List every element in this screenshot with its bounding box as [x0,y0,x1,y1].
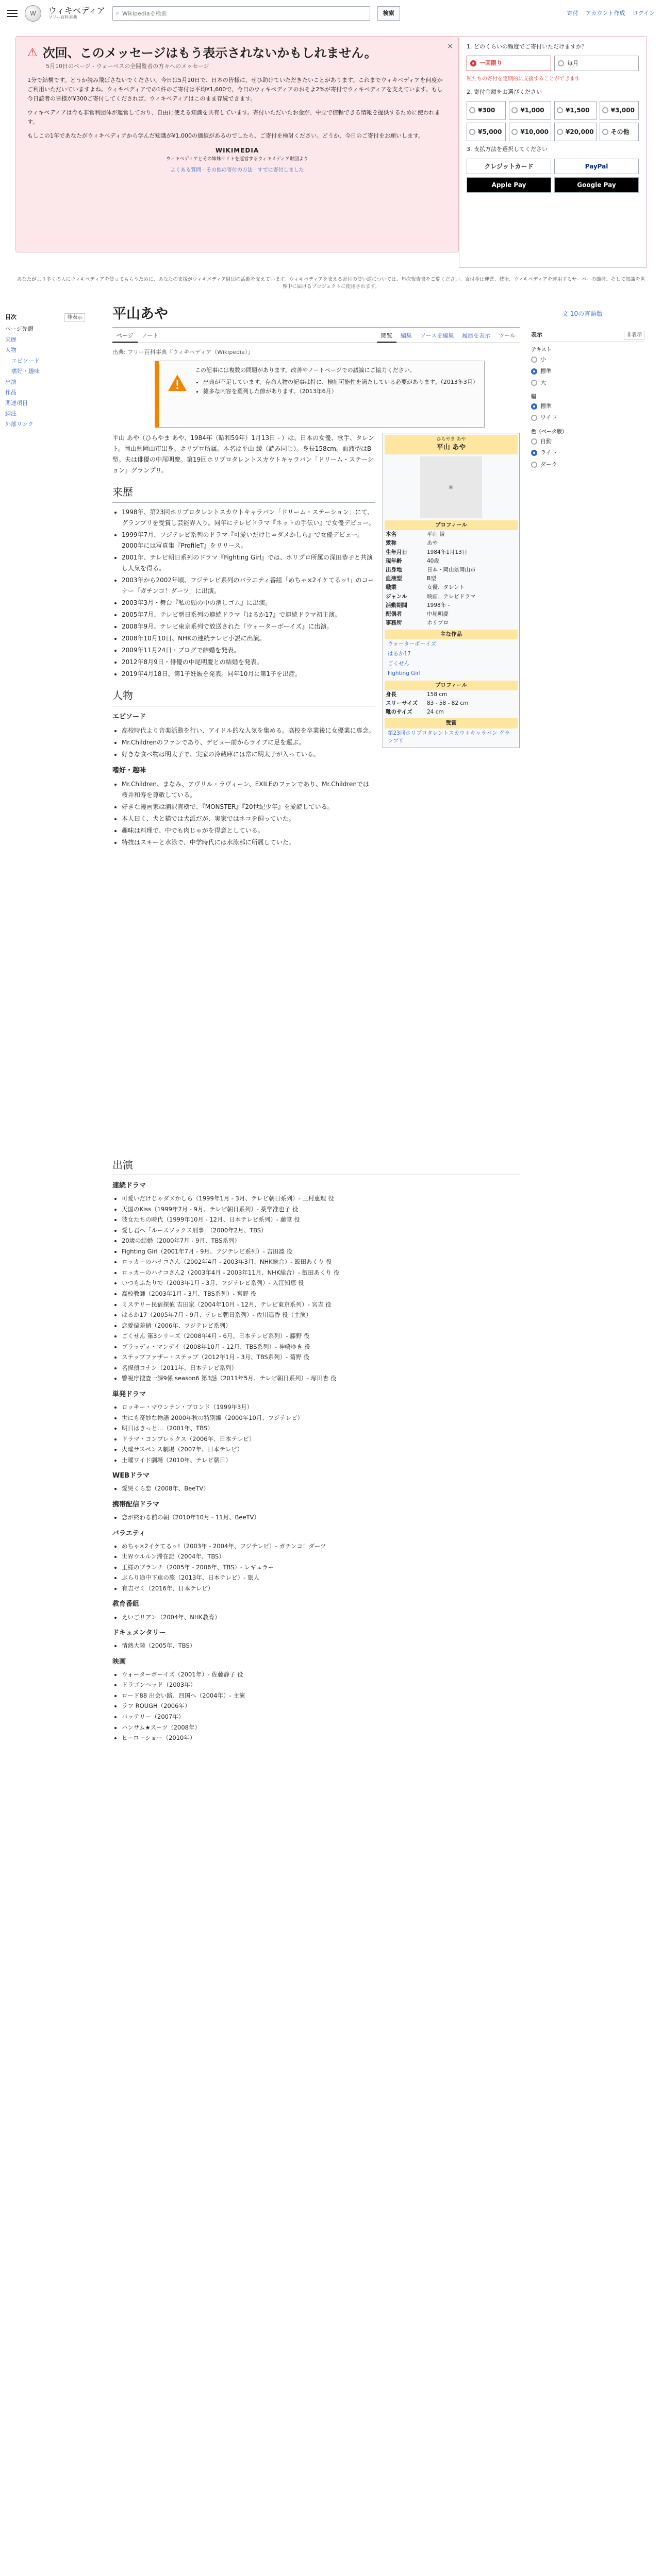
language-selector[interactable] [562,309,603,318]
toc-list [0,324,90,430]
list-item: • いつもふたりで（2003年1月 - 3月、フジテレビ系列）- 入江知恵 役 [122,1278,520,1289]
list-item: • 特技はスキーと水泳で、中学時代には水泳部に所属していた。 [122,837,375,848]
radio-icon [531,368,537,375]
infobox-row [385,690,518,699]
option-label: 小 [540,356,546,363]
radio-icon [531,380,537,386]
radio-icon [602,107,608,113]
infobox-row [385,566,518,574]
infobox-section: プロフィール [385,520,518,530]
toc-item[interactable]: ページ先頭 [5,326,34,332]
list-item: • えいごリアン（2004年、NHK教育） [122,1613,520,1623]
lead-paragraph: 平山 あや（ひらやま あや、1984年（昭和59年）1月13日 - ）は、日本の女優、歌手、タレント。岡山県岡山市出身。ホリプロ所属。本名は平山 綾（読み同じ）。身長158cm。血液型はB型。夫は俳優の中尾明慶。第19回ホリプロタレントスカウトキャラバン「ドリーム・ステーション」グランプリ。 [112,434,374,474]
frequency-once[interactable] [467,56,551,72]
list-item: • 有吉ゼミ（2016年、日本テレビ） [122,1584,520,1594]
list-item: • 20歳の結婚（2000年7月 - 9月、TBS系列） [122,1236,520,1246]
photo-icon: ▣ [449,484,454,490]
site-tagline: フリー百科事典 [48,15,77,20]
payment-question: 3. 支払方法を選択してください [467,145,548,152]
notice-list [203,378,477,396]
edu-list [122,1613,520,1623]
color-label: 色（ベータ版） [531,429,567,435]
infobox-work-link[interactable]: ウォーターボーイズ [388,640,436,647]
radio-icon [469,129,475,135]
section-heading-person: 人物 [112,687,375,706]
frequency-options [467,56,639,72]
career-list [122,507,375,680]
section-heading-career: 来歴 [112,483,375,503]
toc-item[interactable]: エピソード [11,357,40,364]
amount-option[interactable] [554,123,597,141]
list-item: • ロッキー・マウンテン・ブロンド（1999年3月） [122,1402,520,1413]
apple-pay-button[interactable]: Apple Pay [467,177,551,193]
section-heading-variety: バラエティ [112,1529,145,1537]
infobox-value: 1998年 - [427,602,450,608]
infobox-key: 愛称 [386,540,396,547]
amount-option[interactable] [509,101,551,120]
infobox-row [385,619,518,628]
banner-title [27,46,447,61]
list-item: • 世界ウルルン滞在記（2004年、TBS） [122,1552,520,1562]
amount-option[interactable] [600,123,639,141]
section-heading-mobile: 携帯配信ドラマ [112,1500,160,1509]
list-item: • Mr.Children、まなみ、アヴリル・ラヴィーン、EXILEのファンであり、Mr.Childrenでは桜井和寿を尊敬している。 [122,779,375,801]
radio-icon [531,438,537,445]
language-icon: 文 [562,310,569,317]
radio-icon [470,60,476,66]
warning-triangle-icon [167,374,188,392]
notice-item: • 出典が不足しています。存命人物の記事は特に、検証可能性を満たしている必要があります。（2013年3月） [203,378,477,387]
section-heading-episode: エピソード [112,713,146,721]
toc-header [0,309,90,324]
search-button[interactable]: 検索 [377,6,400,21]
amount-question: 2. 寄付金額をお選びください [467,89,542,95]
single-drama-list [122,1402,520,1465]
list-item: • ヒーローショー（2010年） [122,1733,520,1743]
list-item: • ぶらり途中下車の旅（2013年、日本テレビ）- 旅人 [122,1573,520,1583]
tab-history[interactable]: 履歴を表示 [462,332,491,339]
infobox-work-link[interactable]: ごくせん [388,660,409,667]
amount-label: ¥20,000 [566,128,594,135]
toc-hide-button[interactable]: 非表示 [64,313,85,322]
main-menu-icon[interactable] [7,10,18,17]
list-item: • 2005年7月、テレビ朝日系列の連続ドラマ『はるか17』で連続ドラマ初主演。 [122,609,375,620]
amount-option[interactable] [467,123,506,141]
search-icon: ⌕ [115,9,119,16]
infobox-value: 158 cm [427,691,448,698]
infobox-work-link[interactable]: はるか17 [388,650,411,657]
web-drama-list [122,1484,520,1494]
amount-option[interactable] [600,101,639,120]
radio-icon [531,415,537,421]
infobox [383,433,520,748]
option-label: ライト [540,449,557,456]
infobox-key: 活動期間 [386,602,407,608]
list-item: • 名探偵コナン（2011年、日本テレビ系列） [122,1363,520,1374]
infobox-row [385,557,518,566]
toc-heading: 目次 [5,314,16,320]
infobox-row [385,592,518,601]
infobox-value: 平山 綾 [427,531,445,538]
radio-icon [557,107,563,113]
list-item: • 2003年から2002年頃、フジテレビ系列のバラエティ番組「めちゃ×2イケてるッ!」のコーナー「ガチンコ！ダーツ」に出演。 [122,575,375,597]
section-heading-drama: 連続ドラマ [112,1182,146,1190]
list-item: • 警視庁捜査一課9係 season6 第3話（2011年5月、テレビ朝日系列）- 塚田杏 役 [122,1374,520,1384]
article-source: 出典: フリー百科事典『ウィキペディア（Wikipedia）』 [112,349,254,355]
frequency-label: 一回限り [479,59,502,66]
list-item: • めちゃ×2イケてるッ!（2003年 - 2004年、フジテレビ）- ガチンコ！ダーツ [122,1541,520,1552]
color-dark[interactable] [531,459,644,471]
list-item: • 高校時代より音楽活動を行い、アイドル的な人気を集める。高校を卒業後に女優業に専念。 [122,725,375,736]
amount-option[interactable] [467,101,506,120]
infobox-value: ホリプロ [427,620,449,626]
list-item: • 世にも奇妙な物語 2000年秋の特別編（2000年10月、フジテレビ） [122,1413,520,1423]
radio-icon [531,357,537,363]
infobox-value: あや [427,540,438,547]
infobox-key: 身長 [386,691,396,698]
infobox-name: 平山 あや [436,444,466,452]
banner-footer-links[interactable]: よくある質問 · その他の寄付の方法 · すでに寄付しました [170,167,304,173]
tab-edit-source[interactable]: ソースを編集 [420,332,454,339]
amount-label: ¥5,000 [478,128,502,135]
donate-link[interactable]: 寄付 [567,9,578,16]
list-item: • 天国のKiss（1999年7月 - 9月、テレビ朝日系列）- 薬学准也子 役 [122,1205,520,1215]
doc-list [122,1641,520,1651]
list-item: • ロッカーのハナコさん2（2003年4月 - 2003年11月、NHK総合）- 飯田あくり 役 [122,1268,520,1278]
amount-label: ¥3,000 [610,106,635,114]
section-heading-edu: 教育番組 [112,1600,140,1608]
list-item: • 1998年、第23回ホリプロタレントスカウトキャラバン「ドリーム・ステーション」にて、グランプリを受賞し芸能界入り。同年にテレビドラマ『ネットの手伝い』で女優デビュー。 [122,507,375,529]
list-item: • ステップファザー・ステップ（2012年1月 - 3月、TBS系列）- 菊野 役 [122,1352,520,1363]
login-link[interactable]: ログイン [632,9,655,16]
infobox-row [385,708,518,717]
amount-label: ¥1,500 [566,106,590,114]
list-item: • 2003年3月・舞台『私の頭の中の消しゴム』に出演。 [122,598,375,608]
infobox-row [385,530,518,539]
radio-icon [602,129,608,135]
credit-card-button[interactable]: クレジットカード [467,159,551,174]
color-auto[interactable] [531,436,644,448]
banner-paragraph: ウィキペディアは今も非営利団体が運営しており、自由に使える知識を共有しています。寄付いただいたお金が、中立で信頼できる情報を提供するために使われます。 [27,109,440,125]
infobox-key: 本名 [386,531,396,538]
list-item: • 高校教師（2003年1月 - 3月、TBS系列）- 宮野 役 [122,1289,520,1299]
infobox-key: 靴のサイズ [386,709,412,716]
infobox-value: 女優、タレント [427,584,465,591]
appearance-panel [531,330,644,470]
radio-icon [531,403,537,410]
list-item: • 2009年11月24日・ブログで結婚を発表。 [122,645,375,656]
banner-paragraph: 1分で結構です。どうか読み飛ばさないでください。今日は5月10日で、日本の皆様に、ぜひ助けていただきたいことがあります。これまでウィキペディアを何度かご利用いただいていますよね。ウィキペディアでの1件のご寄付は平均¥1,600で、今日のウィキペディアのおそよ2%が寄付でウィキペディアを支えています。もし今日読者の皆様が¥300ご寄付してくだされば、ウィキペディアはこのまま存続できます。 [27,77,443,102]
infobox-value: 日本・岡山県岡山市 [427,566,476,573]
tab-edit[interactable]: 編集 [400,332,412,339]
radio-icon [557,129,563,135]
payment-options [467,159,639,193]
list-item: • 本人曰く、犬と猫では犬派だが、実家ではネコを飼っていた。 [122,814,375,824]
notice-lead: この記事には複数の問題があります。改善やノートページでの議論にご協力ください。 [195,367,416,374]
option-label: 自動 [540,437,552,445]
infobox-key: 血液型 [386,575,402,582]
page-title: 平山あや [112,304,520,328]
list-item: • 彼女たちの時代（1999年10月 - 12月、日本テレビ系列）- 藤堂 役 [122,1215,520,1225]
list-item: • 恋が終わる前の朝（2010年10月 - 11月、BeeTV） [122,1513,520,1523]
option-label: ダーク [540,461,557,468]
amount-label: その他 [610,128,630,135]
list-item: • 情熱大陸（2005年、TBS） [122,1641,520,1651]
infobox-row [385,583,518,592]
list-item: • 可愛いだけじゃダメかしら（1999年1月 - 3月、テレビ朝日系列）- 三村恵理 役 [122,1194,520,1204]
infobox-section: プロフィール [385,681,518,690]
infobox-row [385,601,518,610]
list-item: • ミステリー民宿探偵 吉田家（2004年10月 - 12月、テレビ東京系列）- 宮吉 役 [122,1300,520,1310]
text-size-label: テキスト [531,347,552,353]
list-item: • ハンサム★スーツ（2008年） [122,1723,520,1733]
option-label: ワイド [540,414,557,421]
color-light[interactable] [531,447,644,459]
toc-item[interactable]: 嗜好・趣味 [11,368,40,375]
infobox-row [385,574,518,583]
radio-icon [558,60,564,66]
option-label: 大 [540,379,546,386]
works-section [112,1149,520,1744]
list-item: • Mr.Childrenのファンであり、デビュー前からライブに足を運ぶ。 [122,737,375,748]
list-item: • ウォーターボーイズ（2001年）- 佐藤静子 役 [122,1670,520,1680]
section-heading-web: WEBドラマ [112,1472,150,1480]
list-item: • ドラマ・コンプレックス（2006年、日本テレビ） [122,1434,520,1445]
infobox-value: 映画、テレビドラマ [427,593,476,600]
tab-tools[interactable]: ツール [499,332,516,339]
issues-notice [155,361,485,428]
infobox-key: 出身地 [386,566,402,573]
infobox-section: 受賞 [385,718,518,728]
list-item: • バッテリー（2007年） [122,1712,520,1722]
list-item: • 愛哭くら恋（2008年、BeeTV） [122,1484,520,1494]
list-item: • 王様のブランチ（2005年 - 2006年、TBS）- レギュラー [122,1563,520,1573]
search-box [112,6,370,21]
list-item: • はるか17（2005年7月 - 9月、テレビ朝日系列）- 佐川遥香 役（主演） [122,1310,520,1320]
list-item: • ラフ ROUGH（2006年） [122,1701,520,1711]
radio-icon [511,129,518,135]
list-item: • 好きな食べ物は明太子で、実家の冷蔵庫には常に明太子が入っている。 [122,749,375,760]
frequency-monthly[interactable] [554,56,639,72]
list-item: • 2001年、テレビ朝日系列のドラマ『Fighting Girl』では、ホリプロ所属の深田恭子と共演し人気を得る。 [122,552,375,574]
variety-list [122,1541,520,1594]
paypal-button[interactable]: PayPal [554,159,639,174]
infobox-value: 83 - 58 - 82 cm [427,700,469,707]
episode-list [122,725,375,760]
list-item: • Fighting Girl（2001年7月 - 9月、フジテレビ系列）- 吉田凛 役 [122,1247,520,1257]
section-heading-works: 出演 [112,1156,520,1175]
amount-label: ¥300 [478,106,495,114]
list-item: • 好きな漫画家は浦沢直樹で、『MONSTER』『20世紀少年』を愛読している。 [122,802,375,812]
width-wide[interactable] [531,412,644,424]
toc-item[interactable]: 脚注 [5,410,16,417]
notice-item: • 雑多な内容を羅列した節があります。（2013年6月） [203,387,477,396]
hobby-list [122,779,375,848]
toc-item[interactable]: 人物 [5,347,16,353]
option-label: 標準 [540,367,552,375]
toc-item[interactable]: 来歴 [5,336,16,343]
infobox-key: 事務所 [386,620,402,626]
banner-paragraph: もしこの1年であなたがウィキペディアから学んだ知識が¥1,000の価値があるのでしたら、ご寄付を検討ください。どうか、今日のご寄付をお願いします。 [27,132,424,140]
toc-item[interactable]: 関連項目 [5,399,28,406]
list-item: • 2019年4月18日、第1子妊娠を発表。同年10月に第1子を出産。 [122,669,375,680]
infobox-key: 現年齢 [386,557,402,564]
list-item: • 明日はきっと…（2001年、TBS） [122,1423,520,1434]
donation-banner [15,36,459,252]
list-item: • 2008年9月、テレビ東京系列で放送された『ウォーターボーイズ』に出演。 [122,621,375,632]
table-of-contents [0,309,90,430]
infobox-rows [385,530,518,628]
radio-icon [511,107,518,113]
section-heading-single: 単発ドラマ [112,1390,146,1398]
infobox-value: 1984年1月13日 [427,549,468,555]
close-icon[interactable]: × [447,42,453,50]
amount-option[interactable] [554,101,597,120]
list-item: • 恋愛偏差値（2006年、フジテレビ系列） [122,1321,520,1331]
amount-options [467,101,639,141]
list-item: • 愛し君へ「ルーズソックス刑事」（2000年2月、TBS） [122,1226,520,1236]
infobox-key: 生年月日 [386,549,407,555]
infobox-profile [385,690,518,717]
wikimedia-logo [27,146,447,163]
wmf-sub: ウィキペディアとその姉妹サイトを運営するウィキメディア財団より [166,157,308,162]
donation-form [459,36,647,268]
banner-title-text: 次回、このメッセージはもう表示されないかもしれません。 [42,46,377,60]
toc-item[interactable]: 外部リンク [5,420,34,428]
drama-list [122,1194,520,1384]
amount-label: ¥10,000 [520,128,549,135]
banner-date: 5月10日のページ - ウェーベスの全閲覧者の方々へのメッセージ [46,62,209,70]
infobox-key: 配偶者 [386,611,402,618]
infobox-row [385,539,518,548]
width-standard[interactable] [531,401,644,413]
create-account-link[interactable]: アカウント作成 [585,9,625,16]
site-name: ウィキペディア [48,6,105,16]
infobox-section: 主な作品 [385,630,518,639]
list-item: • 火曜サスペンス劇場（2007年、日本テレビ） [122,1445,520,1455]
mobile-drama-list [122,1513,520,1523]
text-size-standard[interactable] [531,366,644,378]
monthly-note: 私たちの寄付を定期的に支援することができます [467,76,580,82]
infobox-reading: ひらやま あや [436,437,466,442]
radio-icon [531,450,537,456]
donation-footnote: あなたがより多くの人にウィキペディアを使ってもらうために、あなたの支援がウィキメディア財団の活動を支えています。ウィキペディアを支える寄付の使い道については、年次報告書をご覧ください。寄付金は運営、技術、ウィキペディアを運用するサーバーの維持、そして知識を世界中に届けるプロジェクトに使用されます。 [16,277,646,290]
tab-talk[interactable]: ノート [141,332,159,339]
appearance-heading: 表示 [531,331,542,338]
section-heading-movie: 映画 [112,1657,126,1666]
list-item: • 1999年7月、フジテレビ系列のドラマ『可愛いだけじゃダメかしら』で女優デビュー。2000年には写真集『ProfileT』をリリース。 [122,530,375,551]
text-size-small[interactable] [531,354,644,366]
infobox-row [385,548,518,557]
frequency-label: 毎月 [567,59,578,66]
list-item: • 趣味は料理で、中でも肉じゃがを得意としている。 [122,825,375,836]
infobox-key: ジャンル [386,593,407,600]
wikipedia-logo[interactable]: W [25,5,41,22]
infobox-row [385,610,518,619]
amount-label: ¥1,000 [520,106,544,114]
radio-icon [531,462,537,468]
infobox-row [385,699,518,708]
list-item: • 2008年10月10日、NHKの連続テレビ小説に出演。 [122,633,375,644]
warning-icon: ⚠ [27,46,38,60]
list-item: • ロード88 出会い路、四国へ（2004年）- 主演 [122,1691,520,1701]
site-wordmark[interactable] [48,7,105,20]
language-count: 10の言語版 [570,310,603,317]
infobox-works [385,639,518,679]
search-input[interactable] [122,10,367,17]
toc-item[interactable]: 出演 [5,378,16,385]
list-item: • ごくせん 第3シリーズ（2008年4月 - 6月、日本テレビ系列）- 藤野 役 [122,1331,520,1342]
list-item: • ロッカーのハナコさん（2002年4月 - 2003年3月、NHK総合）- 飯田あくり 役 [122,1257,520,1267]
width-label: 幅 [531,394,536,400]
infobox-header [385,435,518,454]
appearance-header [531,330,644,342]
infobox-value: 24 cm [427,709,444,716]
section-heading-doc: ドキュメンタリー [112,1629,166,1637]
user-links [567,9,655,18]
list-item: • 2012年8月9日・俳優の中尾明慶との結婚を発表。 [122,657,375,668]
list-item: • ドラゴンヘッド（2003年） [122,1680,520,1690]
infobox-award[interactable]: 第23回ホリプロタレントスカウトキャラバン グランプリ [388,730,510,744]
article-body [112,433,375,849]
tab-page[interactable]: ページ [112,330,138,343]
infobox-work-link[interactable]: Fighting Girl [388,670,421,677]
amount-option[interactable] [509,123,551,141]
infobox-key: スリーサイズ [386,700,418,707]
tab-read[interactable]: 閲覧 [377,330,396,343]
list-item: • 土曜ワイド劇場（2010年、テレビ朝日） [122,1455,520,1466]
text-size-large[interactable] [531,377,644,389]
frequency-question: 1. どのくらいの頻度でご寄付いただけますか？ [467,43,587,50]
option-label: 標準 [540,402,552,410]
toc-item[interactable]: 作品 [5,389,16,396]
tab-spacer [162,330,376,343]
appearance-hide-button[interactable]: 非表示 [624,331,644,340]
wmf-name: WIKIMEDIA [215,146,259,154]
infobox-photo[interactable] [420,456,482,518]
list-item: • ブラッディ・マンデイ（2008年10月 - 12月、TBS系列）- 神崎ゆき 役 [122,1342,520,1352]
site-header [0,0,662,27]
section-heading-hobby: 嗜好・趣味 [112,766,146,774]
infobox-value: 中尾明慶 [427,611,449,618]
google-pay-button[interactable]: Google Pay [554,177,639,193]
radio-icon [469,107,475,113]
infobox-key: 職業 [386,584,396,591]
infobox-value: 40歳 [427,557,439,564]
movie-list [122,1670,520,1743]
page-tabs [112,330,520,343]
infobox-value: B型 [427,575,436,582]
